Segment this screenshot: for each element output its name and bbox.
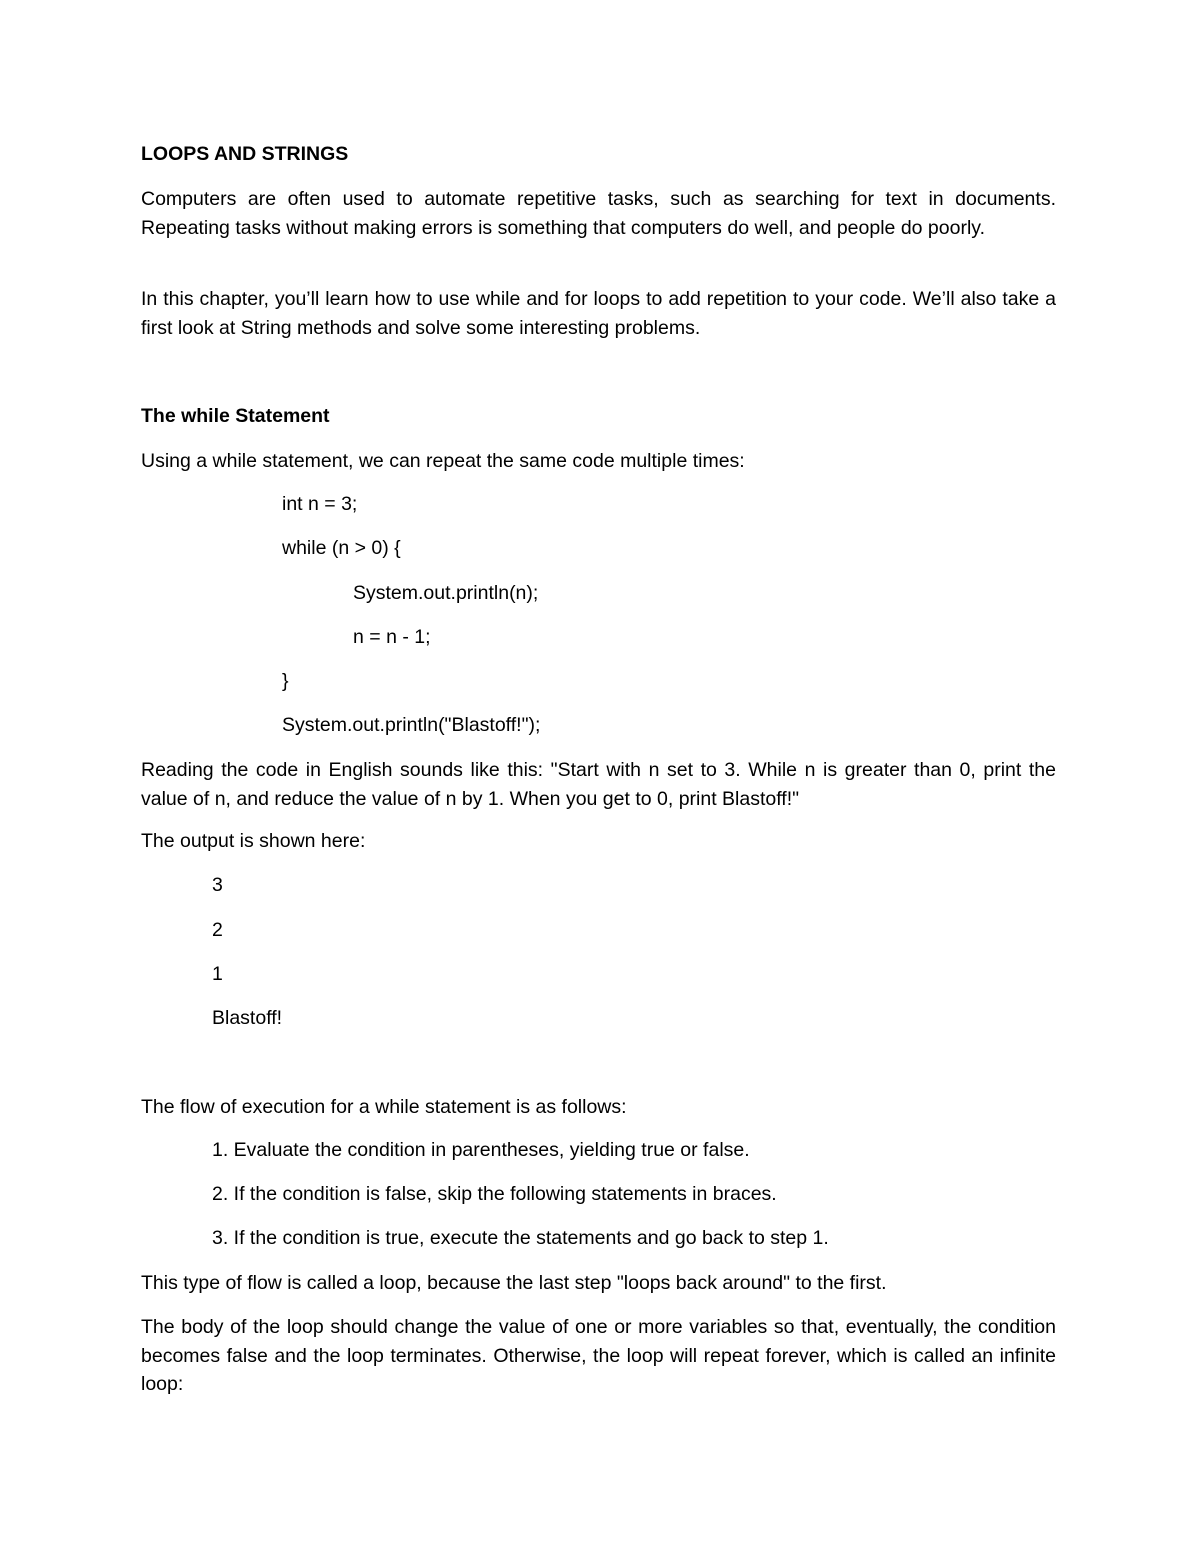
section-heading: The while Statement [141,405,330,427]
code-line: while (n > 0) { [282,537,401,559]
output-intro-text: The output is shown here: [141,830,366,852]
flow-step: 2. If the condition is false, skip the following statements in braces. [212,1183,777,1205]
output-line: 3 [212,874,223,896]
body-paragraph: The body of the loop should change the value of one or more variables so that, eventually, the condition becomes false and the loop terminates. Otherwise, the loop will repeat forever, which is called an infinite loop: [141,1316,1056,1395]
code-line: System.out.println(n); [353,582,539,604]
output-line: 2 [212,919,223,941]
flow-step: 3. If the condition is true, execute the statements and go back to step 1. [212,1227,829,1249]
while-intro-text: Using a while statement, we can repeat the same code multiple times: [141,450,745,472]
output-line: Blastoff! [212,1007,283,1029]
code-line: } [282,670,289,692]
loop-paragraph: This type of flow is called a loop, because the last step "loops back around" to the first. [141,1272,887,1294]
flow-intro-text: The flow of execution for a while statement is as follows: [141,1096,627,1118]
code-line: System.out.println("Blastoff!"); [282,714,541,736]
intro-paragraph-1: Computers are often used to automate repetitive tasks, such as searching for text in documents. Repeating tasks without making errors is something that computers do well, and people do poorly. [141,188,1056,239]
document-title: LOOPS AND STRINGS [141,143,349,165]
code-line: int n = 3; [282,493,358,515]
code-line: n = n - 1; [353,626,431,648]
intro-paragraph-2: In this chapter, you’ll learn how to use while and for loops to add repetition to your code. We’ll also take a first look at String methods and solve some interesting problems. [141,288,1056,339]
output-line: 1 [212,963,223,985]
reading-paragraph: Reading the code in English sounds like this: "Start with n set to 3. While n is greater than 0, print the value of n, and reduce the value of n by 1. When you get to 0, print Blastoff!" [141,759,1056,810]
flow-step: 1. Evaluate the condition in parentheses, yielding true or false. [212,1139,750,1161]
